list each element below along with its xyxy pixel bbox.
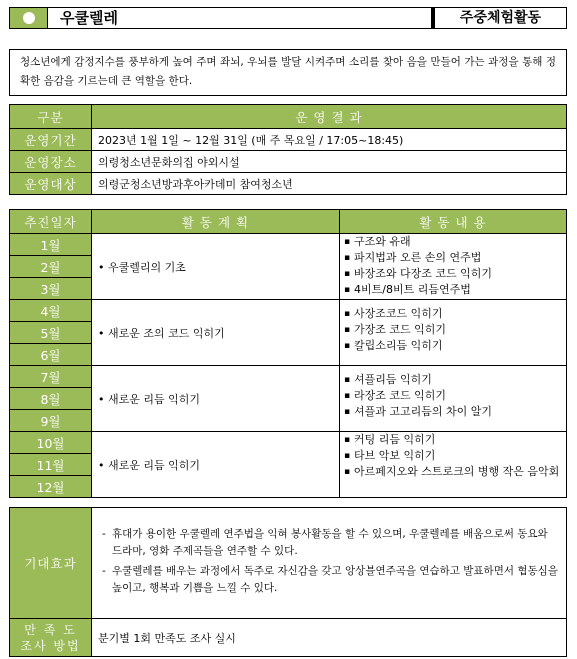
month-cell: 3월 bbox=[10, 278, 92, 300]
activity-content bbox=[340, 432, 567, 498]
list-item: ▪ 타브 악보 익히기 bbox=[344, 448, 566, 464]
overview-label: 운영기간 bbox=[10, 129, 92, 151]
survey-method: 분기별 1회 만족도 조사 실시 bbox=[92, 619, 567, 657]
month-cell: 9월 bbox=[10, 410, 92, 432]
overview-value: 의령군청소년방과후아카데미 참여청소년 bbox=[92, 173, 567, 195]
month-cell: 8월 bbox=[10, 388, 92, 410]
program-title: 우쿨렐레 bbox=[60, 9, 118, 27]
schedule-row bbox=[10, 234, 567, 256]
activity-plan: • 새로운 리듬 익히기 bbox=[92, 366, 340, 432]
activity-plan: • 우쿨렐리의 기초 bbox=[92, 234, 340, 300]
overview-table bbox=[9, 104, 567, 195]
activity-content bbox=[340, 300, 567, 366]
circle-bullet-icon bbox=[23, 12, 35, 24]
survey-label-line: 조사 방법 bbox=[20, 638, 81, 653]
list-item: ▪ 커팅 리듬 익히기 bbox=[344, 432, 566, 448]
schedule-head-plan: 활 동 계 획 bbox=[92, 210, 340, 234]
effects-label: 기대효과 bbox=[10, 508, 92, 619]
activity-plan: • 새로운 조의 코드 익히기 bbox=[92, 300, 340, 366]
overview-value: 2023년 1월 1일 ~ 12월 31일 (매 주 목요일 / 17:05~18:45) bbox=[92, 129, 567, 151]
activity-plan: • 새로운 리듬 익히기 bbox=[92, 432, 340, 498]
month-cell: 5월 bbox=[10, 322, 92, 344]
list-item: ▪ 사장조코드 익히기 bbox=[344, 306, 566, 322]
schedule-row bbox=[10, 432, 567, 454]
schedule-table bbox=[9, 209, 567, 498]
list-item: ▪ 아르페지오와 스트로크의 병행 작은 음악회 bbox=[344, 464, 566, 480]
survey-label bbox=[10, 619, 92, 657]
list-item: ▪ 라장조 코드 익히기 bbox=[344, 388, 566, 404]
header-bullet-cell bbox=[10, 8, 48, 28]
list-item: ▪ 가장조 코드 익히기 bbox=[344, 322, 566, 338]
effect-item: - 휴대가 용이한 우쿨렐레 연주법을 익혀 봉사활동을 할 수 있으며, 우쿨렐레를 배움으로써 동요와 드라마, 영화 주제곡들을 연주할 수 있다. bbox=[102, 526, 558, 560]
overview-value: 의령청소년문화의집 야외시설 bbox=[92, 151, 567, 173]
schedule-row bbox=[10, 300, 567, 322]
schedule-head-date: 추진일자 bbox=[10, 210, 92, 234]
document-header bbox=[9, 7, 567, 29]
list-item: ▪ 셔플과 고고리듬의 차이 알기 bbox=[344, 404, 566, 420]
list-item: ▪ 칼립소리듬 익히기 bbox=[344, 338, 566, 354]
program-category: 주중체험활동 bbox=[459, 10, 542, 26]
activity-content bbox=[340, 366, 567, 432]
survey-label-line: 만 족 도 bbox=[24, 622, 77, 637]
overview-row bbox=[10, 151, 567, 173]
overview-row bbox=[10, 173, 567, 195]
overview-label: 운영장소 bbox=[10, 151, 92, 173]
month-cell: 6월 bbox=[10, 344, 92, 366]
activity-content bbox=[340, 234, 567, 300]
month-cell: 2월 bbox=[10, 256, 92, 278]
month-cell: 1월 bbox=[10, 234, 92, 256]
overview-label: 운영대상 bbox=[10, 173, 92, 195]
schedule-head-content: 활 동 내 용 bbox=[340, 210, 567, 234]
list-item: ▪ 구조와 유래 bbox=[344, 234, 566, 250]
effect-item: - 우쿨렐레를 배우는 과정에서 독주로 자신감을 갖고 앙상블연주곡을 연습하고 발표하면서 협동심을 높이고, 행복과 기쁨을 느낄 수 있다. bbox=[102, 563, 558, 597]
month-cell: 7월 bbox=[10, 366, 92, 388]
month-cell: 11월 bbox=[10, 454, 92, 476]
schedule-row bbox=[10, 366, 567, 388]
effects-content bbox=[92, 508, 567, 619]
overview-head-category: 구분 bbox=[10, 105, 92, 129]
list-item: ▪ 바장조와 다장조 코드 익히기 bbox=[344, 266, 566, 282]
overview-head-result: 운 영 결 과 bbox=[92, 105, 567, 129]
month-cell: 4월 bbox=[10, 300, 92, 322]
program-description: 청소년에게 감정지수를 풍부하게 높여 주며 좌뇌, 우뇌를 발달 시켜주며 소리를 찾아 음을 만들어 가는 과정을 통해 정확한 음감을 기르는데 큰 역할을 한다. bbox=[9, 49, 567, 96]
list-item: ▪ 4비트/8비트 리듬연주법 bbox=[344, 282, 566, 298]
month-cell: 12월 bbox=[10, 476, 92, 498]
month-cell: 10월 bbox=[10, 432, 92, 454]
overview-row bbox=[10, 129, 567, 151]
evaluation-table bbox=[9, 507, 567, 657]
list-item: ▪ 셔플리듬 익히기 bbox=[344, 372, 566, 388]
list-item: ▪ 파지법과 오른 손의 연주법 bbox=[344, 250, 566, 266]
